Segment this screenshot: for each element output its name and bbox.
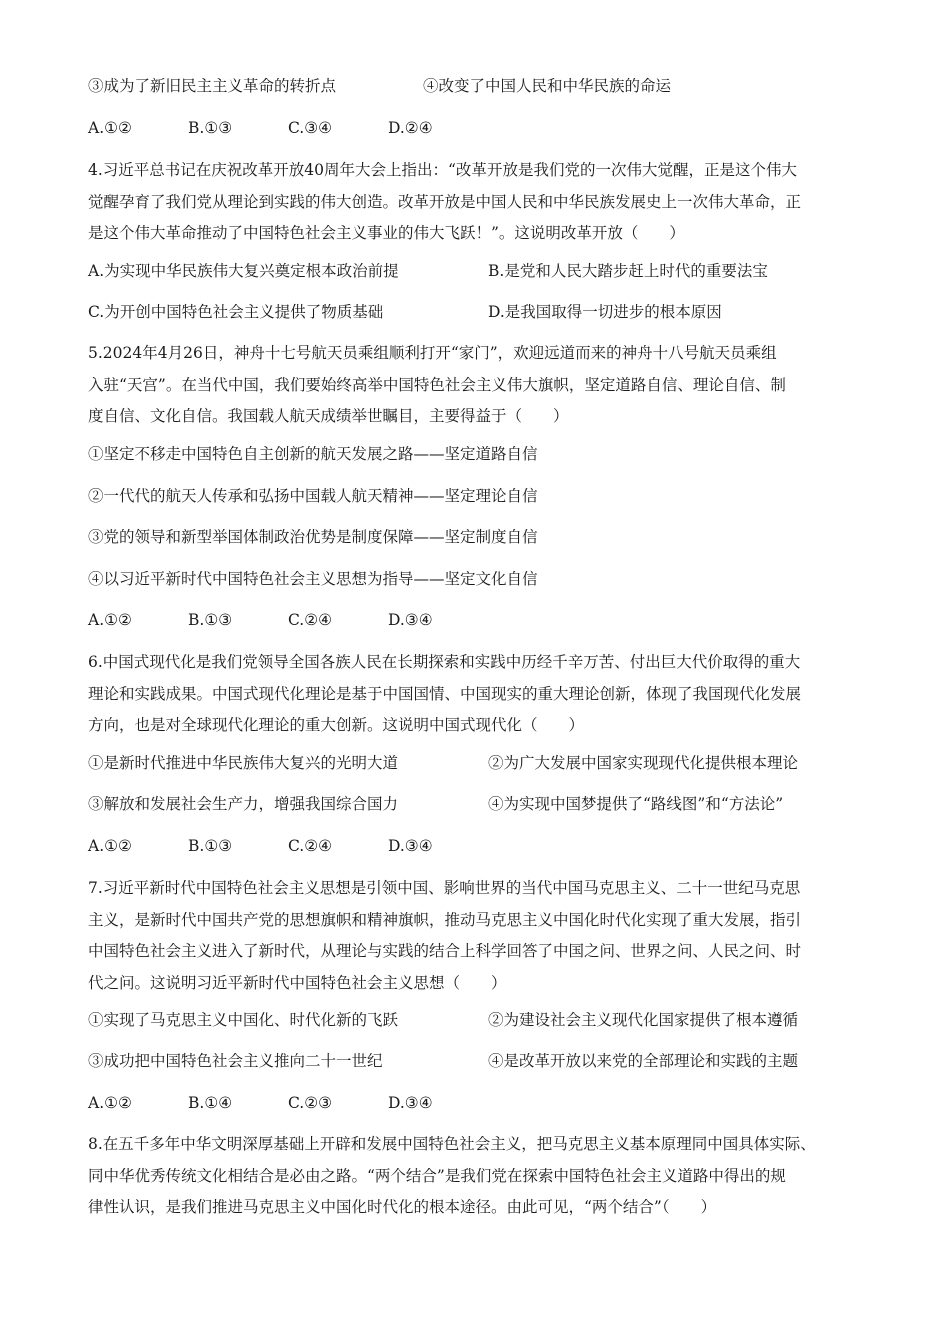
q4-option-a: A.为实现中华民族伟大复兴奠定根本政治前提 — [88, 262, 399, 280]
q8-stem-line: 同中华优秀传统文化相结合是必由之路。“两个结合”是我们党在探索中国特色社会主义道路中得出的规 — [88, 1166, 786, 1185]
q6-choice-c: C.②④ — [288, 837, 333, 855]
q5-item-4: ④以习近平新时代中国特色社会主义思想为指导——坚定文化自信 — [88, 570, 538, 588]
q8-stem-line: 律性认识，是我们推进马克思主义中国化时代化的根本途径。由此可见，“两个结合”（ ） — [88, 1198, 717, 1216]
q3-option-4: ④改变了中国人民和中华民族的命运 — [423, 77, 672, 95]
q5-item-1: ①坚定不移走中国特色自主创新的航天发展之路——坚定道路自信 — [88, 445, 538, 463]
q6-stem-line: 理论和实践成果。中国式现代化理论是基于中国国情、中国现实的重大理论创新，体现了我国现代化发展 — [88, 684, 802, 703]
q6-choice-d: D.③④ — [388, 837, 433, 855]
q4-stem — [88, 155, 868, 250]
q5-stem — [88, 338, 868, 433]
q5-stem-line: 5.2024年4月26日，神舟十七号航天员乘组顺利打开“家门”，欢迎远道而来的神舟十八号航天员乘组 — [88, 344, 777, 362]
q3-option-3: ③成为了新旧民主主义革命的转折点 — [88, 77, 337, 95]
q5-choice-a: A.①② — [88, 611, 132, 629]
q4-option-d: D.是我国取得一切进步的根本原因 — [488, 303, 722, 321]
q4-stem-line: 4.习近平总书记在庆祝改革开放40周年大会上指出：“改革开放是我们党的一次伟大觉醒，正是这个伟大 — [88, 161, 797, 179]
q8-stem-line: 8.在五千多年中华文明深厚基础上开辟和发展中国特色社会主义，把马克思主义基本原理同中国具体实际、 — [88, 1135, 816, 1153]
q7-choice-b: B.①④ — [188, 1094, 233, 1112]
q7-choice-d: D.③④ — [388, 1094, 433, 1112]
q7-option-1: ①实现了马克思主义中国化、时代化新的飞跃 — [88, 1011, 399, 1029]
q4-option-c: C.为开创中国特色社会主义提供了物质基础 — [88, 303, 384, 321]
q6-choice-b: B.①③ — [188, 837, 233, 855]
q6-stem-line: 方向，也是对全球现代化理论的重大创新。这说明中国式现代化（ ） — [88, 716, 585, 734]
q7-stem-line: 中国特色社会主义进入了新时代，从理论与实践的结合上科学回答了中国之问、世界之问、人民之问、时 — [88, 942, 802, 960]
q3-choice-d: D.②④ — [388, 119, 433, 137]
q7-option-2: ②为建设社会主义现代化国家提供了根本遵循 — [488, 1011, 799, 1029]
q4-stem-line: 是这个伟大革命推动了中国特色社会主义事业的伟大飞跃！”。这说明改革开放（ ） — [88, 224, 685, 242]
q6-option-4: ④为实现中国梦提供了“路线图”和“方法论” — [488, 795, 784, 813]
q7-stem — [88, 873, 868, 999]
q5-choice-d: D.③④ — [388, 611, 433, 629]
q7-option-4: ④是改革开放以来党的全部理论和实践的主题 — [488, 1052, 799, 1070]
q6-option-1: ①是新时代推进中华民族伟大复兴的光明大道 — [88, 754, 399, 772]
q5-choice-b: B.①③ — [188, 611, 233, 629]
q4-option-b: B.是党和人民大踏步赶上时代的重要法宝 — [488, 262, 768, 280]
q4-stem-line: 觉醒孕育了我们党从理论到实践的伟大创造。改革开放是中国人民和中华民族发展史上一次伟大革命，正 — [88, 192, 802, 211]
q7-stem-line: 7.习近平新时代中国特色社会主义思想是引领中国、影响世界的当代中国马克思主义、二十一世纪马克思 — [88, 879, 801, 897]
q7-stem-line: 代之问。这说明习近平新时代中国特色社会主义思想（ ） — [88, 973, 507, 992]
q6-option-2: ②为广大发展中国家实现现代化提供根本理论 — [488, 754, 799, 772]
q6-stem-line: 6.中国式现代化是我们党领导全国各族人民在长期探索和实践中历经千辛万苦、付出巨大代价取得的重大 — [88, 653, 801, 671]
q5-stem-line: 入驻“天宫”。在当代中国，我们要始终高举中国特色社会主义伟大旗帜，坚定道路自信、理论自信、制 — [88, 375, 786, 394]
q7-stem-line: 主义，是新时代中国共产党的思想旗帜和精神旗帜，推动马克思主义中国化时代化实现了重大发展，指引 — [88, 910, 802, 929]
q7-choice-c: C.②③ — [288, 1094, 333, 1112]
q3-choice-c: C.③④ — [288, 119, 333, 137]
q6-stem — [88, 647, 868, 742]
q3-choice-b: B.①③ — [188, 119, 233, 137]
q8-stem — [88, 1129, 868, 1224]
q3-choice-a: A.①② — [88, 119, 132, 137]
q5-stem-line: 度自信、文化自信。我国载人航天成绩举世瞩目，主要得益于（ ） — [88, 407, 569, 425]
q7-option-3: ③成功把中国特色社会主义推向二十一世纪 — [88, 1052, 383, 1070]
q6-choice-a: A.①② — [88, 837, 132, 855]
q6-option-3: ③解放和发展社会生产力，增强我国综合国力 — [88, 795, 399, 813]
q5-item-2: ②一代代的航天人传承和弘扬中国载人航天精神——坚定理论自信 — [88, 487, 538, 505]
q5-choice-c: C.②④ — [288, 611, 333, 629]
q7-choice-a: A.①② — [88, 1094, 132, 1112]
q5-item-3: ③党的领导和新型举国体制政治优势是制度保障——坚定制度自信 — [88, 528, 538, 546]
